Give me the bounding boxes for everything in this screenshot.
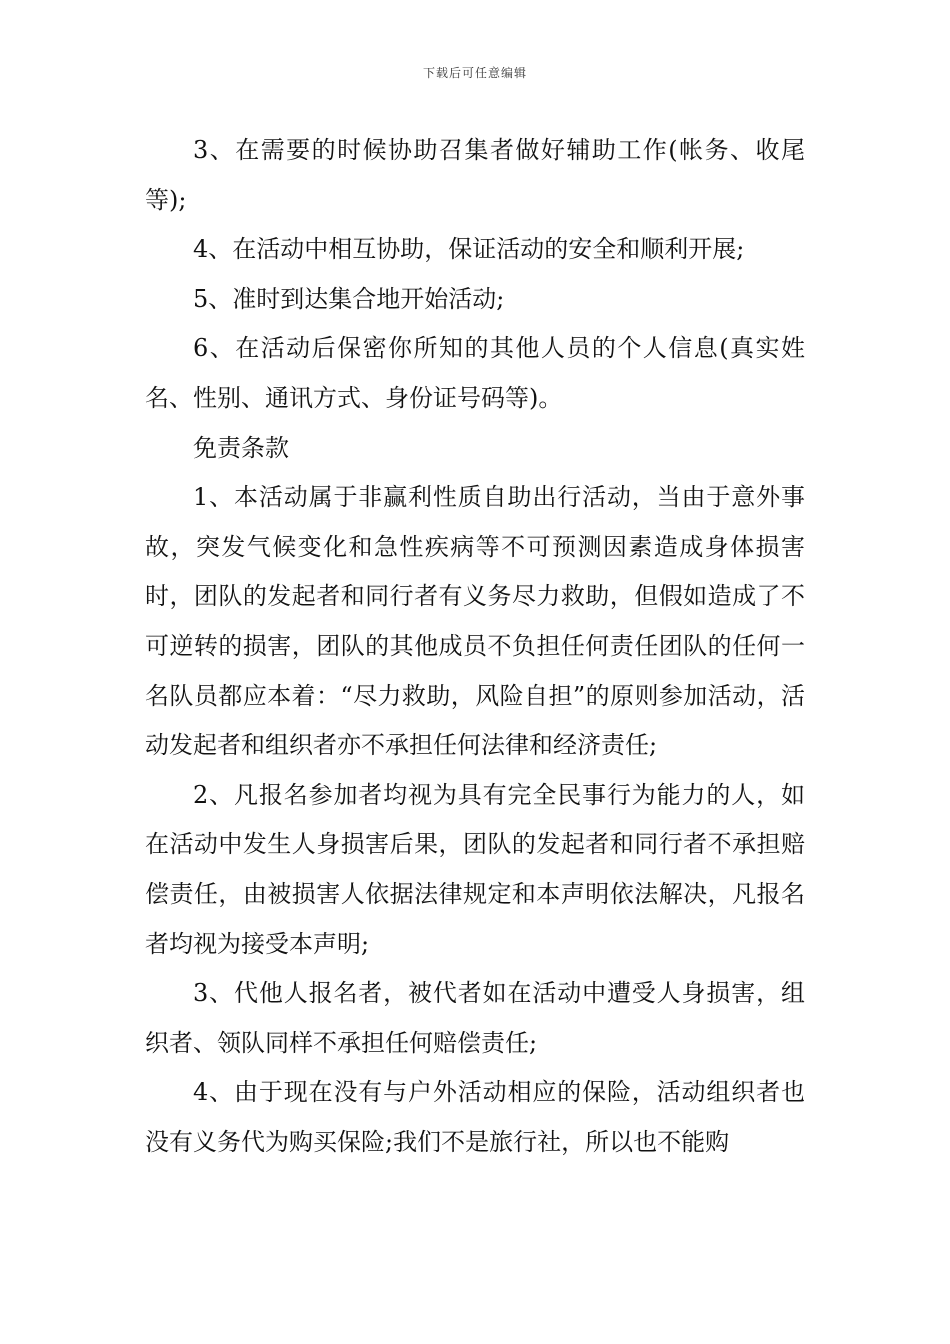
- paragraph-disclaimer-1: 1、本活动属于非赢利性质自助出行活动，当由于意外事故，突发气候变化和急性疾病等不可预测因素造成身体损害时，团队的发起者和同行者有义务尽力救助，但假如造成了不可逆转的损害，团队的其他成员不负担任何责任团队的任何一名队员都应本着：“尽力救助，风险自担”的原则参加活动，活动发起者和组织者亦不承担任何法律和经济责任;: [145, 483, 805, 760]
- paragraph-disclaimer-2: 2、凡报名参加者均视为具有完全民事行为能力的人，如在活动中发生人身损害后果，团队的发起者和同行者不承担赔偿责任，由被损害人依据法律规定和本声明依法解决，凡报名者均视为接受本声明;: [145, 780, 805, 958]
- paragraph-disclaimer-3: 3、代他人报名者，被代者如在活动中遭受人身损害，组织者、领队同样不承担任何赔偿责任;: [145, 979, 805, 1057]
- paragraph-duty-3: 3、在需要的时候协助召集者做好辅助工作(帐务、收尾等);: [145, 136, 805, 214]
- paragraph-disclaimer-4: 4、由于现在没有与户外活动相应的保险，活动组织者也没有义务代为购买保险;我们不是旅行社，所以也不能购: [145, 1078, 805, 1156]
- document-body: [145, 126, 805, 1167]
- paragraph-duty-4: 4、在活动中相互协助，保证活动的安全和顺利开展;: [193, 235, 745, 264]
- page-header: 下载后可任意编辑: [422, 66, 527, 80]
- paragraph-duty-5: 5、准时到达集合地开始活动;: [193, 284, 505, 313]
- paragraph-duty-6: 6、在活动后保密你所知的其他人员的个人信息(真实姓名、性别、通讯方式、身份证号码等)。: [145, 334, 805, 412]
- section-heading-disclaimer: 免责条款: [193, 433, 289, 462]
